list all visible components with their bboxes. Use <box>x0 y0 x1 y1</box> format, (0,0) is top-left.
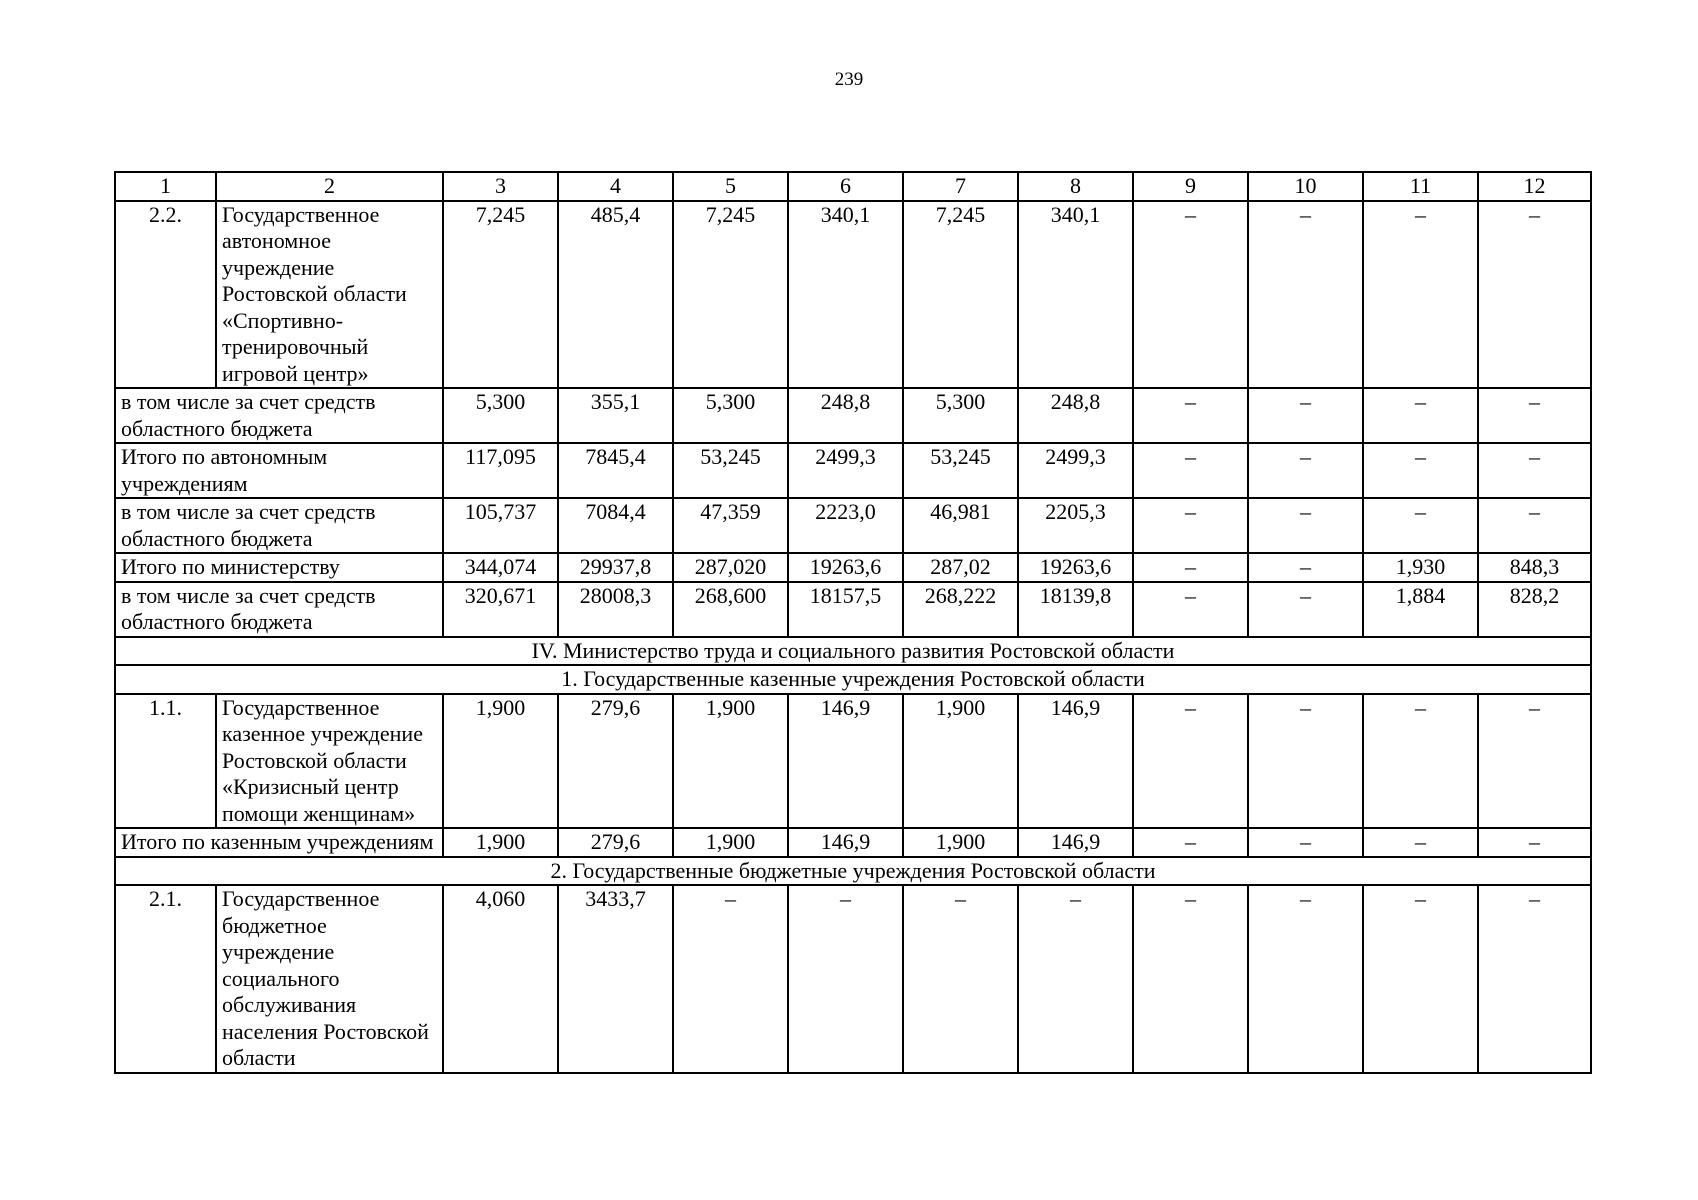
value-cell: 279,6 <box>558 828 673 857</box>
value-cell: – <box>1133 885 1248 1073</box>
data-table <box>114 171 1592 1074</box>
value-cell: 117,095 <box>443 443 558 498</box>
summary-label: Итого по автономным учреждениям <box>115 443 443 498</box>
table-row <box>115 201 1591 389</box>
section-heading-row <box>115 637 1591 666</box>
value-cell: 28008,3 <box>558 582 673 637</box>
column-header: 9 <box>1133 172 1248 201</box>
value-cell: – <box>673 885 788 1073</box>
row-number: 2.2. <box>115 201 216 389</box>
summary-row <box>115 553 1591 582</box>
value-cell: 2499,3 <box>788 443 903 498</box>
value-cell: 287,020 <box>673 553 788 582</box>
column-header: 8 <box>1018 172 1133 201</box>
value-cell: – <box>1133 443 1248 498</box>
column-header: 1 <box>115 172 216 201</box>
value-cell: – <box>1248 201 1363 389</box>
summary-label: Итого по министерству <box>115 553 443 582</box>
value-cell: 485,4 <box>558 201 673 389</box>
value-cell: – <box>1478 828 1591 857</box>
value-cell: 146,9 <box>788 828 903 857</box>
value-cell: 3433,7 <box>558 885 673 1073</box>
value-cell: 1,900 <box>443 828 558 857</box>
value-cell: 46,981 <box>903 498 1018 553</box>
section-heading-row <box>115 665 1591 694</box>
value-cell: – <box>1363 828 1478 857</box>
value-cell: 19263,6 <box>788 553 903 582</box>
value-cell: – <box>1478 885 1591 1073</box>
value-cell: – <box>1248 553 1363 582</box>
value-cell: 1,900 <box>673 694 788 829</box>
value-cell: 848,3 <box>1478 553 1591 582</box>
value-cell: – <box>1363 201 1478 389</box>
summary-row <box>115 582 1591 637</box>
value-cell: 2205,3 <box>1018 498 1133 553</box>
summary-row <box>115 443 1591 498</box>
value-cell: 7084,4 <box>558 498 673 553</box>
row-number: 1.1. <box>115 694 216 829</box>
value-cell: 1,900 <box>443 694 558 829</box>
value-cell: – <box>1133 582 1248 637</box>
value-cell: – <box>1363 498 1478 553</box>
column-header: 5 <box>673 172 788 201</box>
value-cell: – <box>1248 694 1363 829</box>
value-cell: – <box>1478 498 1591 553</box>
value-cell: – <box>1363 885 1478 1073</box>
column-header: 2 <box>216 172 443 201</box>
summary-label: в том числе за счет средств областного бюджета <box>115 498 443 553</box>
summary-label: в том числе за счет средств областного бюджета <box>115 388 443 443</box>
value-cell: 344,074 <box>443 553 558 582</box>
row-number: 2.1. <box>115 885 216 1073</box>
value-cell: 1,884 <box>1363 582 1478 637</box>
value-cell: 340,1 <box>788 201 903 389</box>
value-cell: 18157,5 <box>788 582 903 637</box>
value-cell: – <box>1018 885 1133 1073</box>
table-row <box>115 885 1591 1073</box>
summary-label: Итого по казенным учреждениям <box>115 828 443 857</box>
value-cell: – <box>1133 553 1248 582</box>
value-cell: – <box>1478 443 1591 498</box>
institution-name: Государственное бюджетное учреждение социального обслуживания населения Ростовской области <box>216 885 443 1073</box>
value-cell: 248,8 <box>788 388 903 443</box>
value-cell: 340,1 <box>1018 201 1133 389</box>
value-cell: 268,600 <box>673 582 788 637</box>
value-cell: – <box>1248 828 1363 857</box>
value-cell: 47,359 <box>673 498 788 553</box>
summary-row <box>115 388 1591 443</box>
section-heading: IV. Министерство труда и социального развития Ростовской области <box>115 637 1591 666</box>
value-cell: 1,900 <box>903 828 1018 857</box>
value-cell: 4,060 <box>443 885 558 1073</box>
value-cell: – <box>1133 388 1248 443</box>
value-cell: 1,930 <box>1363 553 1478 582</box>
column-header: 12 <box>1478 172 1591 201</box>
value-cell: 53,245 <box>903 443 1018 498</box>
value-cell: 7,245 <box>903 201 1018 389</box>
column-header: 7 <box>903 172 1018 201</box>
value-cell: 5,300 <box>443 388 558 443</box>
value-cell: – <box>1133 694 1248 829</box>
value-cell: 268,222 <box>903 582 1018 637</box>
value-cell: – <box>1133 498 1248 553</box>
value-cell: – <box>1248 388 1363 443</box>
column-header: 4 <box>558 172 673 201</box>
value-cell: – <box>1248 885 1363 1073</box>
value-cell: 1,900 <box>673 828 788 857</box>
value-cell: 146,9 <box>1018 694 1133 829</box>
column-header: 11 <box>1363 172 1478 201</box>
value-cell: 5,300 <box>673 388 788 443</box>
value-cell: 29937,8 <box>558 553 673 582</box>
institution-name: Государственное казенное учреждение Ростовской области «Кризисный центр помощи женщинам» <box>216 694 443 829</box>
value-cell: – <box>1248 443 1363 498</box>
value-cell: 5,300 <box>903 388 1018 443</box>
value-cell: – <box>788 885 903 1073</box>
value-cell: 7,245 <box>673 201 788 389</box>
value-cell: – <box>1363 694 1478 829</box>
value-cell: 1,900 <box>903 694 1018 829</box>
value-cell: – <box>1133 201 1248 389</box>
value-cell: 2499,3 <box>1018 443 1133 498</box>
value-cell: 248,8 <box>1018 388 1133 443</box>
value-cell: – <box>1133 828 1248 857</box>
value-cell: – <box>1363 388 1478 443</box>
section-heading: 2. Государственные бюджетные учреждения Ростовской области <box>115 857 1591 886</box>
column-header: 3 <box>443 172 558 201</box>
value-cell: – <box>1478 388 1591 443</box>
value-cell: 2223,0 <box>788 498 903 553</box>
value-cell: – <box>1363 443 1478 498</box>
value-cell: – <box>1478 694 1591 829</box>
value-cell: – <box>1478 201 1591 389</box>
column-header: 6 <box>788 172 903 201</box>
value-cell: 19263,6 <box>1018 553 1133 582</box>
value-cell: 105,737 <box>443 498 558 553</box>
value-cell: 320,671 <box>443 582 558 637</box>
page-number: 239 <box>834 69 864 90</box>
summary-row <box>115 498 1591 553</box>
section-heading-row <box>115 857 1591 886</box>
value-cell: – <box>1248 582 1363 637</box>
value-cell: 53,245 <box>673 443 788 498</box>
table-header-row <box>115 172 1591 201</box>
value-cell: 146,9 <box>788 694 903 829</box>
value-cell: 828,2 <box>1478 582 1591 637</box>
value-cell: 279,6 <box>558 694 673 829</box>
value-cell: 355,1 <box>558 388 673 443</box>
value-cell: 146,9 <box>1018 828 1133 857</box>
section-heading: 1. Государственные казенные учреждения Ростовской области <box>115 665 1591 694</box>
summary-row <box>115 828 1591 857</box>
summary-label: в том числе за счет средств областного бюджета <box>115 582 443 637</box>
value-cell: 18139,8 <box>1018 582 1133 637</box>
institution-name: Государственное автономное учреждение Ростовской области «Спортивно-тренировочный игровой центр» <box>216 201 443 389</box>
value-cell: 7845,4 <box>558 443 673 498</box>
column-header: 10 <box>1248 172 1363 201</box>
value-cell: 287,02 <box>903 553 1018 582</box>
value-cell: 7,245 <box>443 201 558 389</box>
value-cell: – <box>903 885 1018 1073</box>
table-row <box>115 694 1591 829</box>
value-cell: – <box>1248 498 1363 553</box>
